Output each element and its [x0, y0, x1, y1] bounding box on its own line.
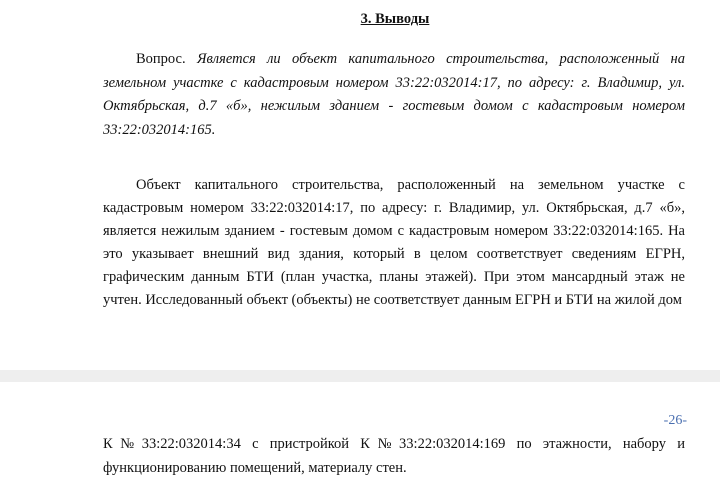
question-lead: Вопрос. — [136, 51, 186, 67]
page-separator — [0, 370, 720, 382]
question-text: Является ли объект капитального строительства, расположенный на земельном участке с кадастровым номером 33:22:032014:17, по адресу: г. Владимир, ул. Октябрьская, д.7 «б», нежилым зданием - гостевым домом с кадастровым номером 33:22:032014:165. — [103, 51, 686, 138]
answer-paragraph: Объект капитального строительства, расположенный на земельном участке с кадастровым номером 33:22:032014:17, по адресу: г. Владимир, ул. Октябрьская, д.7 «б», является нежилым зданием - гостевым домом с кадастровым номером 33:22:032014:165. На это указывает внешний вид здания, который в целом соответствует сведениям ЕГРН, графическим данным БТИ (план участка, планы этажей). При этом мансардный этаж не учтен. Исследованный объект (объекты) не соответствует данным ЕГРН и БТИ на жилой дом — [103, 177, 685, 308]
question-paragraph — [103, 48, 685, 142]
page-number: -26- — [663, 413, 687, 428]
continuation-paragraph: К№33:22:032014:34 с пристройкой К№33:22:032014:169 по этажности, набору и функционированию помещений, материалу стен. — [103, 436, 685, 476]
section-heading: 3. Выводы — [360, 11, 430, 27]
